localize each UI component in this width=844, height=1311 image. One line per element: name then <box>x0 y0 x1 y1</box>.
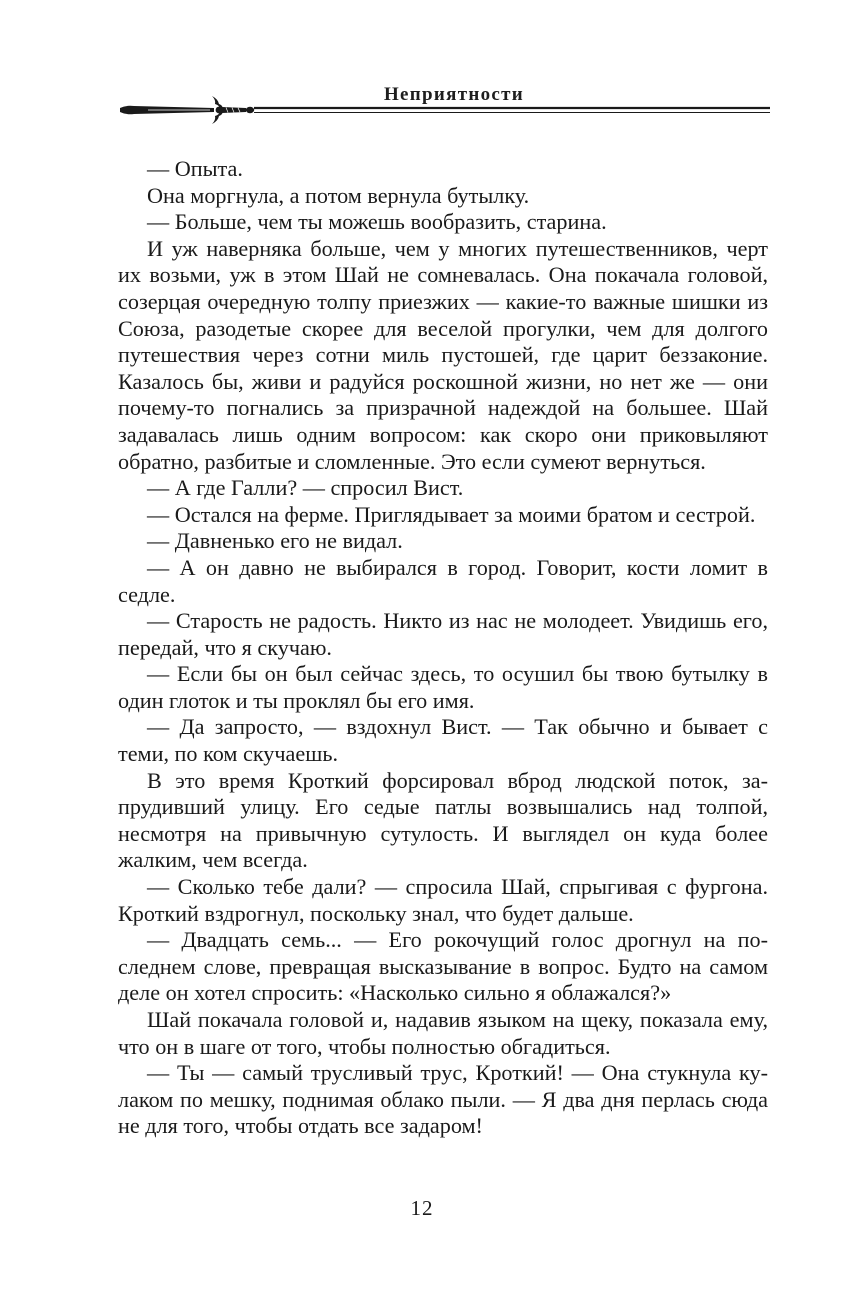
paragraph: — Опыта. <box>147 156 243 181</box>
paragraph: — Больше, чем ты можешь вообразить, старина. <box>147 209 607 235</box>
running-title: Неприятности <box>383 84 524 105</box>
paragraph: — А где Галли? — спросил Вист. <box>147 475 464 501</box>
body-text <box>118 156 768 1140</box>
paragraph: — Если бы он был сейчас здесь, то осушил бы твою бутылку в один глоток и ты проклял бы его имя. <box>118 661 768 713</box>
paragraph: Она моргнула, а потом вернула бутылку. <box>147 182 530 208</box>
paragraph: — Да запросто, — вздохнул Вист. — Так обычно и бывает с теми, по ком скучаешь. <box>118 714 768 767</box>
paragraph: И уж наверняка больше, чем у многих путешественников, черт их возьми, уж в этом Шай не сомневалась. Она покачала головой, созерцая очередную толпу приезжих — какие-то важные шишки из Союза, разодетые скорее для веселой прогулки, чем для долгого путешествия через сотни миль пустошей, где царит беззаконие. Казалось бы, живи и радуйся роскошной жизни, но нет же — они почему-то погнались за призрачной надеждой на большее. Шай задавалась лишь одним вопросом: как скоро они приковыляют обратно, разбитые и сломленные. Это если сумеют вернуться. <box>118 235 768 474</box>
paragraph: — Ты — самый трусливый трус, Кроткий! — Она стукнула кулаком по мешку, поднимая облако пыли. — Я два дня перлась сюда не для того, чтобы отдать все задаром! <box>118 1060 768 1139</box>
sword-ornament-icon <box>118 94 770 124</box>
page-number: 12 <box>410 1196 434 1220</box>
paragraph: — А он давно не выбирался в город. Говорит, кости ломит в седле. <box>118 554 768 607</box>
paragraph: В это время Кроткий форсировал вброд людской поток, запрудивший улицу. Его седые патлы возвышались над толпой, несмотря на привычную сутулость. И выглядел он куда более жалким, чем всегда. <box>118 767 768 873</box>
paragraph: — Давненько его не видал. <box>147 528 403 554</box>
paragraph: — Старость не радость. Никто из нас не молодеет. Увидишь его, передай, что я скучаю. <box>118 608 768 660</box>
paragraph: Шай покачала головой и, надавив языком на щеку, показала ему, что он в шаге от того, чтобы полностью обгадиться. <box>118 1007 768 1059</box>
paragraph: — Сколько тебе дали? — спросила Шай, спрыгивая с фургона. Кроткий вздрогнул, поскольку знал, что будет дальше. <box>118 874 768 926</box>
paragraph: — Двадцать семь... — Его рокочущий голос дрогнул на последнем слове, превращая высказывание в вопрос. Будто на самом деле он хотел спросить: «Насколько сильно я облажался?» <box>118 927 768 1006</box>
paragraph: — Остался на ферме. Приглядывает за моими братом и сестрой. <box>147 501 756 527</box>
running-head <box>118 84 770 124</box>
